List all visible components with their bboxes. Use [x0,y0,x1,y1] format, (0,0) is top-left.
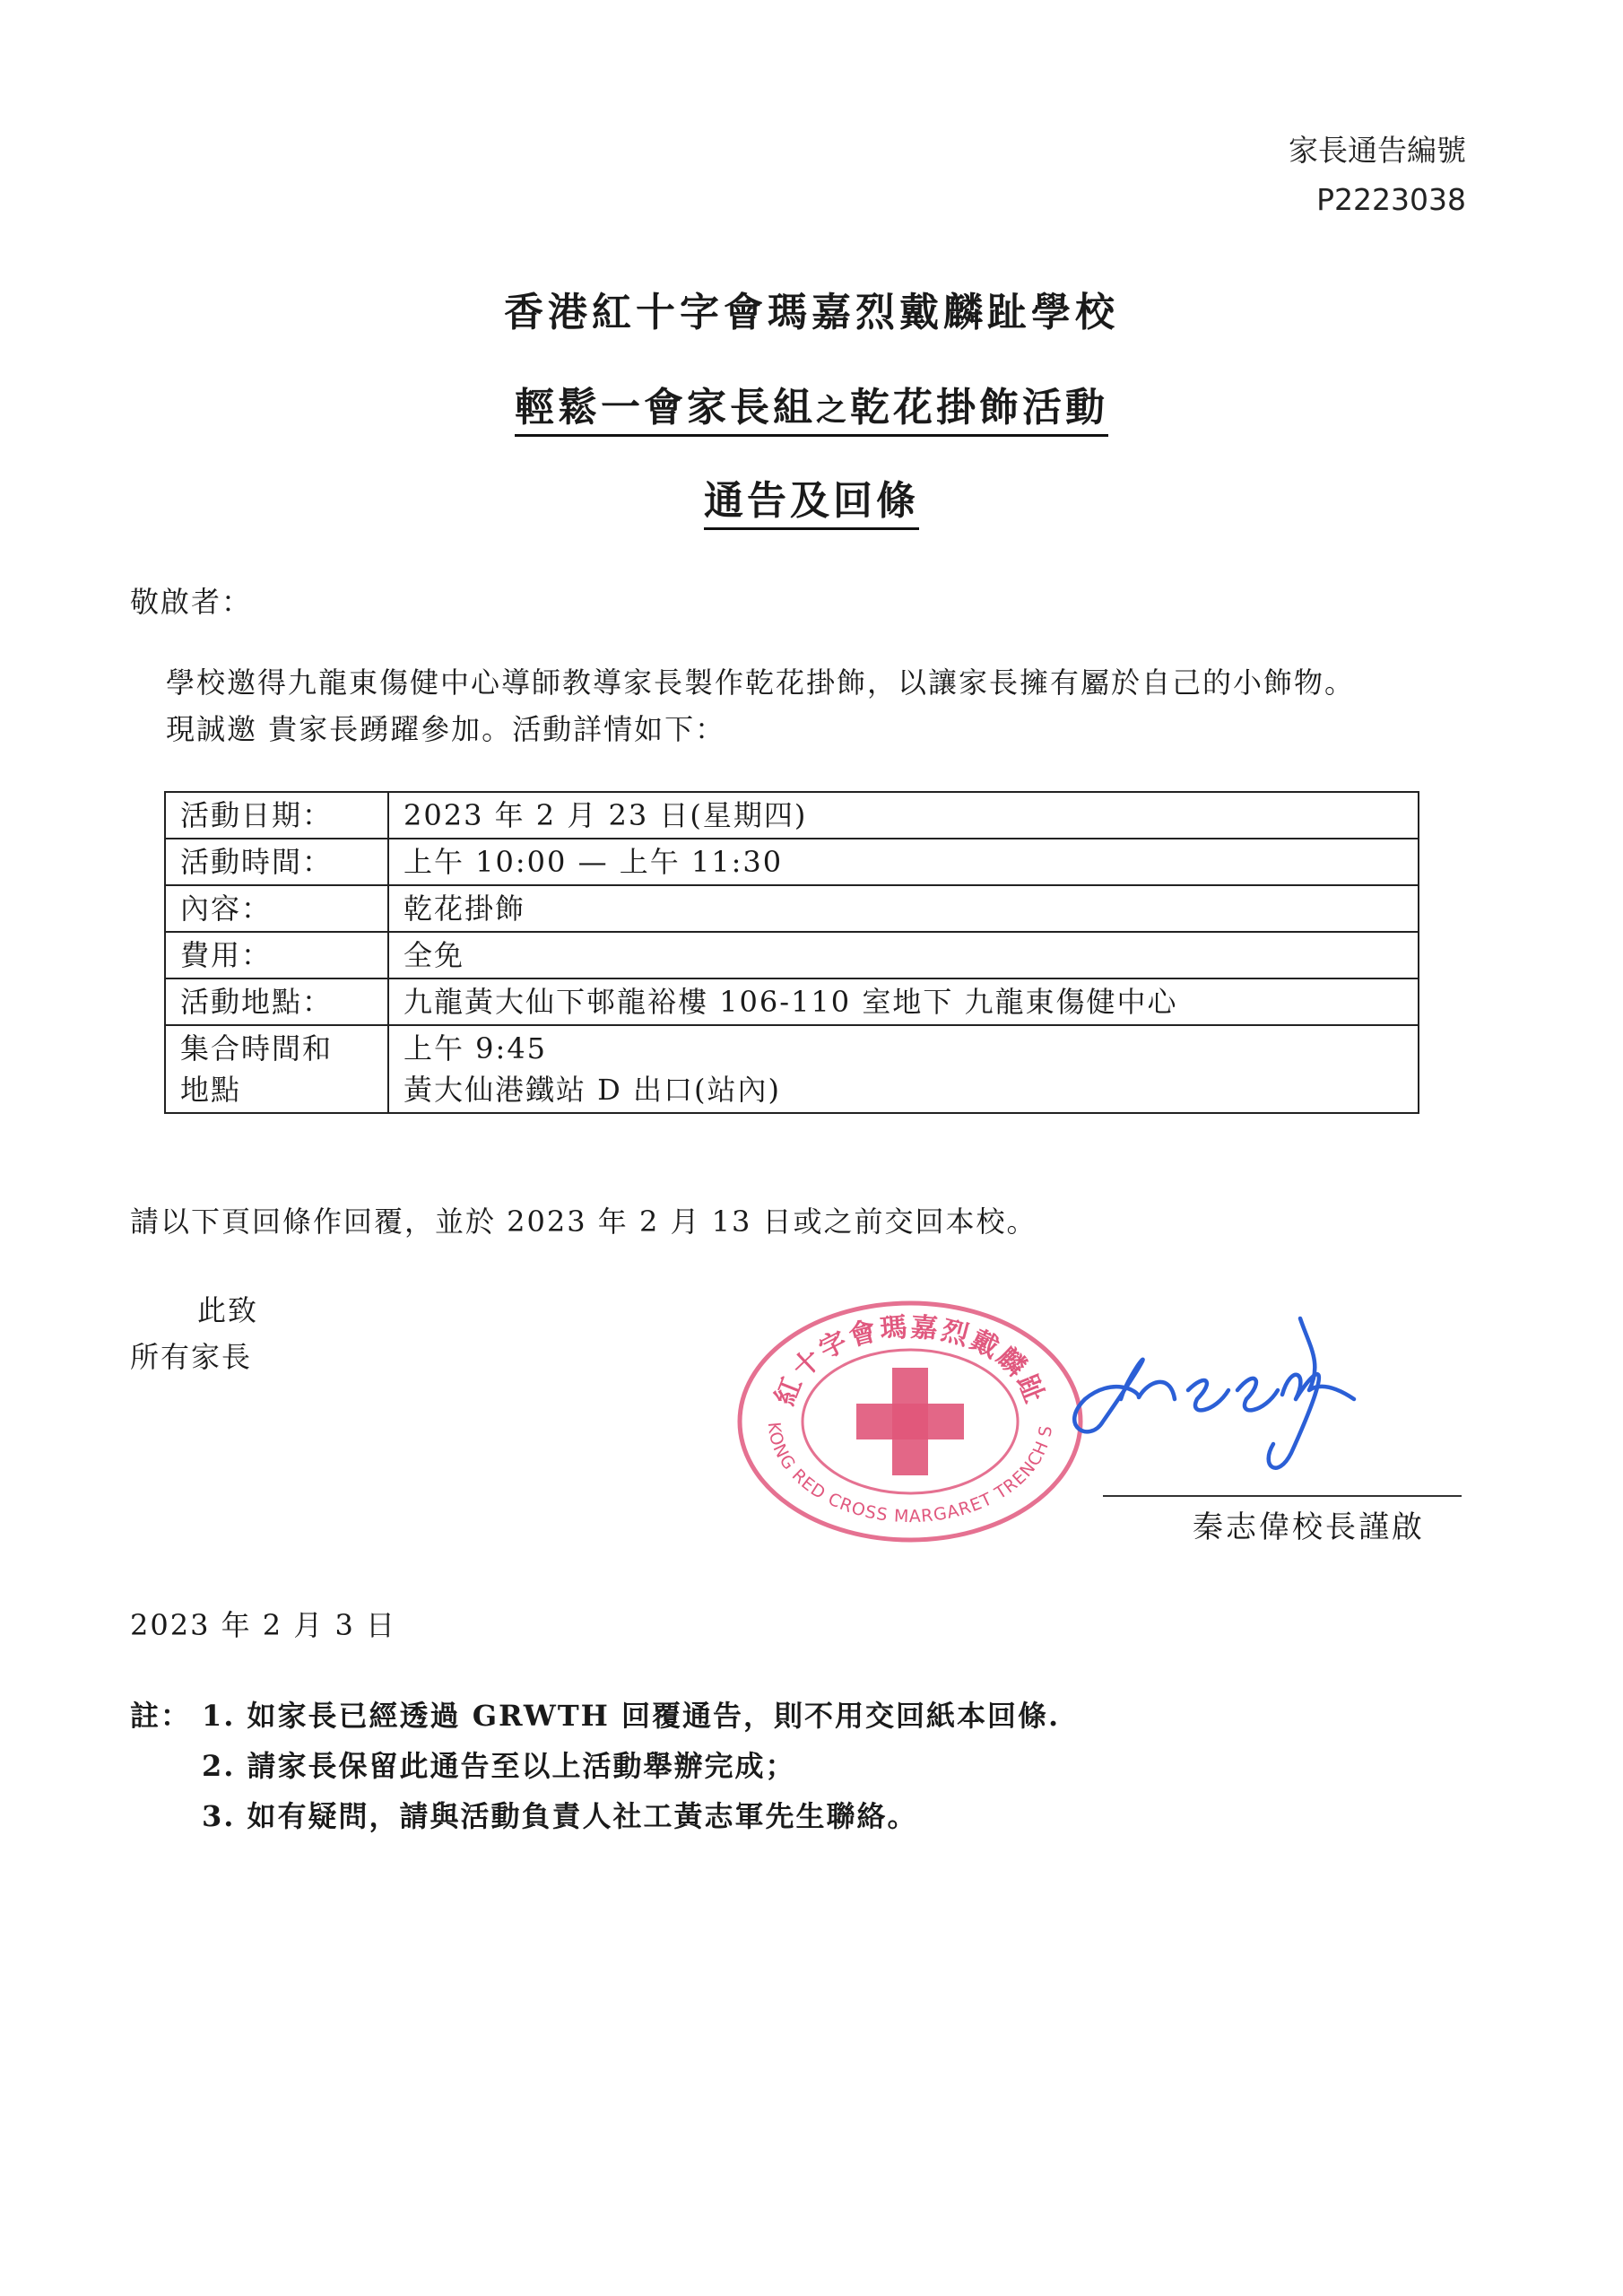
table-row [165,978,1419,1025]
assembly-label [165,1025,388,1113]
signature-line [1103,1495,1462,1497]
table-row [165,792,1419,839]
notice-number-block [1289,126,1466,224]
school-name: 香港紅十字會瑪嘉烈戴麟趾學校 [504,290,1119,335]
table-row [165,932,1419,978]
table-row [165,839,1419,885]
notice-subtitle [0,468,1623,526]
notes-section [0,1691,1623,1870]
note-item: 2. 請家長保留此通告至以上活動舉辦完成； [202,1749,796,1783]
assembly-place: 黃大仙港鐵站 D 出口(站內) [404,1073,781,1107]
signatory: 秦志偉校長謹啟 [1193,1509,1425,1545]
assembly-label-line-1: 集合時間和 [180,1031,334,1065]
assembly-label-line-2: 地點 [180,1073,242,1107]
table-row [165,1025,1419,1113]
closing-salutation: 此致 [197,1293,259,1327]
note-item: 1. 如家長已經透過 GRWTH 回覆通告，則不用交回紙本回條. [202,1699,1061,1733]
detail-value: 全免 [388,932,1419,978]
title-part3: 乾花掛飾活動 [850,385,1108,430]
stamp-english-text: KONG RED CROSS MARGARET TRENCH S [763,1421,1057,1527]
notice-date: 2023 年 2 月 3 日 [130,1608,397,1642]
note-item: 3. 如有疑問，請與活動負責人社工黃志軍先生聯絡。 [202,1799,918,1833]
assembly-time: 上午 9:45 [404,1031,548,1065]
title-part2: 之 [816,393,850,429]
detail-value: 上午 10:00 — 上午 11:30 [388,839,1419,885]
notice-number-label: 家長通告編號 [1289,133,1466,168]
detail-label: 活動地點： [165,978,388,1025]
intro-line-1: 學校邀得九龍東傷健中心導師教導家長製作乾花掛飾，以讓家長擁有屬於自己的小飾物。 [166,665,1356,700]
notice-title [0,375,1623,432]
detail-value: 2023 年 2 月 23 日(星期四) [388,792,1419,839]
notice-number: P2223038 [1316,182,1466,217]
detail-label: 費用： [165,932,388,978]
intro-paragraph [166,659,1355,752]
stamp-chinese-text: 紅十字會瑪嘉烈戴麟趾 [769,1311,1051,1410]
table-row [165,885,1419,932]
detail-label: 活動日期： [165,792,388,839]
reply-instruction: 請以下頁回條作回覆，並於 2023 年 2 月 13 日或之前交回本校。 [130,1205,1037,1239]
notes-label: 註： [130,1699,192,1733]
detail-label: 內容： [165,885,388,932]
activity-details-table [164,791,1419,1114]
greeting: 敬啟者： [130,585,253,619]
intro-line-2: 現誠邀 貴家長踴躍參加。活動詳情如下： [166,712,726,746]
assembly-value [388,1025,1419,1113]
principal-signature [1022,1265,1399,1501]
recipient: 所有家長 [130,1340,253,1374]
detail-value: 九龍黃大仙下邨龍裕樓 106-110 室地下 九龍東傷健中心 [388,978,1419,1025]
subtitle-text: 通告及回條 [704,478,919,530]
detail-label: 活動時間： [165,839,388,885]
detail-value: 乾花掛飾 [388,885,1419,932]
title-part1: 輕鬆一會家長組 [515,385,816,430]
